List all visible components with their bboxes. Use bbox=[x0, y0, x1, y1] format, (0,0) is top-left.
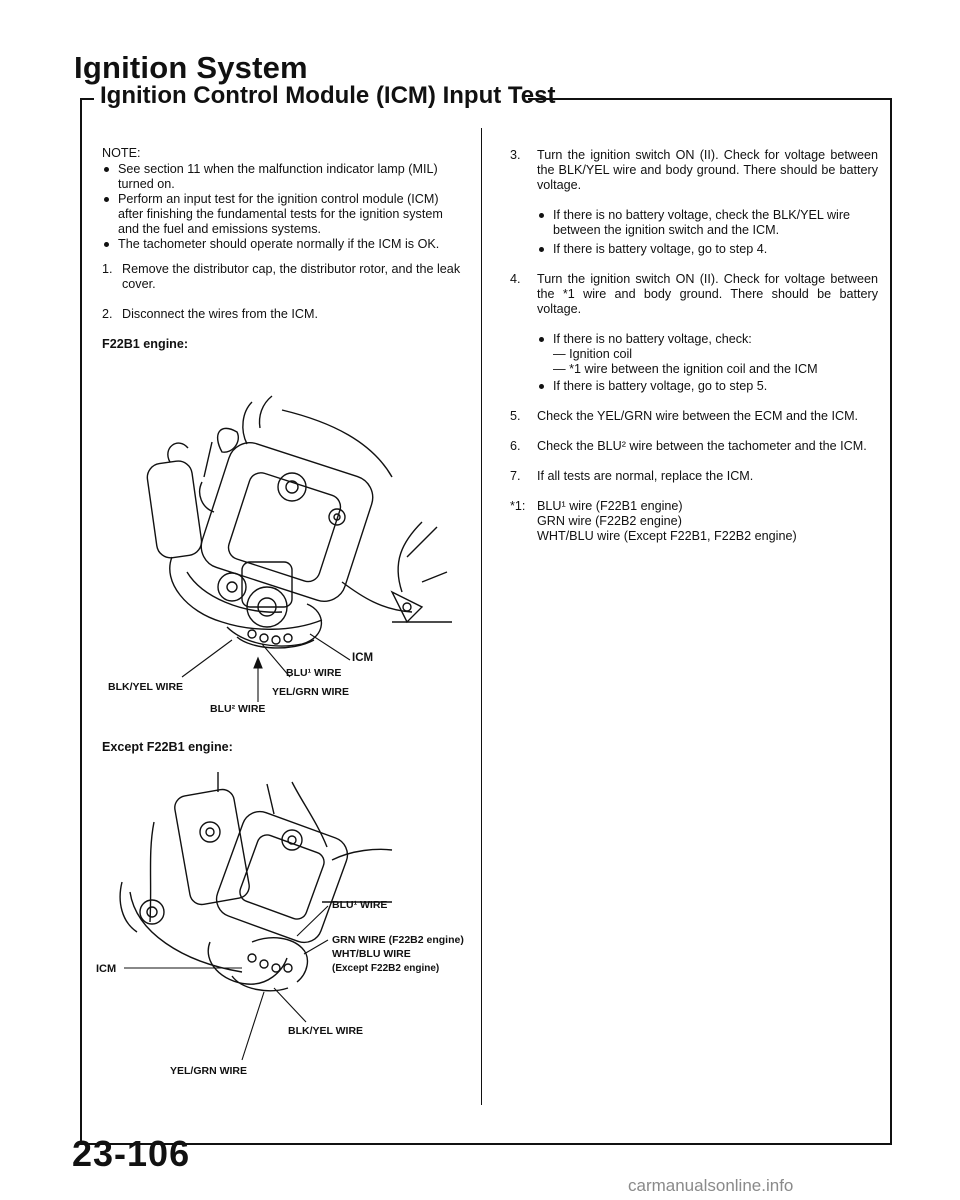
label-blu1-wire: BLU¹ WIRE bbox=[332, 899, 388, 911]
label-grn-wire: GRN WIRE (F22B2 engine) bbox=[332, 934, 464, 946]
label-blkyel-wire: BLK/YEL WIRE bbox=[288, 1025, 364, 1037]
step-3 bbox=[510, 148, 878, 193]
note-item: The tachometer should operate normally if the ICM is OK. bbox=[102, 237, 462, 252]
watermark: carmanualsonline.info bbox=[628, 1176, 794, 1195]
step-number: 3. bbox=[510, 148, 521, 162]
step-text: Disconnect the wires from the ICM. bbox=[122, 307, 318, 321]
step-7 bbox=[510, 469, 878, 484]
step-number: 4. bbox=[510, 272, 521, 286]
figure-2-caption: Except F22B1 engine: bbox=[102, 740, 233, 754]
dash-item: — *1 wire between the ignition coil and the ICM bbox=[553, 362, 818, 376]
step-6 bbox=[510, 439, 878, 454]
step-text: Check the BLU² wire between the tachometer and the ICM. bbox=[537, 439, 867, 453]
figure-f22b1-distributor bbox=[92, 382, 472, 720]
section-title: Ignition Control Module (ICM) Input Test bbox=[100, 82, 556, 109]
right-column bbox=[510, 148, 878, 559]
figure-except-f22b1-distributor bbox=[92, 762, 472, 1086]
step-1 bbox=[102, 262, 462, 292]
label-blu2-wire: BLU² WIRE bbox=[210, 703, 266, 715]
page-title: Ignition System bbox=[74, 50, 308, 85]
step-text: Turn the ignition switch ON (II). Check for voltage between the BLK/YEL wire and body ground. There should be battery voltage. bbox=[537, 148, 878, 192]
step-4-bullets bbox=[537, 332, 878, 394]
label-icm: ICM bbox=[352, 652, 374, 664]
footnote-body bbox=[537, 499, 878, 544]
footnote-mark: *1: bbox=[510, 499, 526, 513]
step-number: 7. bbox=[510, 469, 521, 483]
dash-item: — Ignition coil bbox=[553, 347, 633, 361]
step-text: If all tests are normal, replace the ICM. bbox=[537, 469, 754, 483]
distributor-drawing bbox=[146, 396, 452, 648]
step-4 bbox=[510, 272, 878, 317]
label-icm: ICM bbox=[96, 963, 117, 975]
step-5 bbox=[510, 409, 878, 424]
step-text: Remove the distributor cap, the distributor rotor, and the leak cover. bbox=[122, 262, 461, 291]
step-3-bullets bbox=[537, 208, 878, 257]
footnote bbox=[510, 499, 878, 544]
footnote-line: WHT/BLU wire (Except F22B1, F22B2 engine) bbox=[537, 529, 797, 543]
page-number: 23-106 bbox=[72, 1133, 191, 1174]
left-column bbox=[102, 146, 462, 352]
step-2 bbox=[102, 307, 462, 322]
note-item: Perform an input test for the ignition control module (ICM) after finishing the fundamental tests for the ignition system and the fuel and emissions systems. bbox=[102, 192, 462, 237]
footnote-line: GRN wire (F22B2 engine) bbox=[537, 514, 682, 528]
step-number: 5. bbox=[510, 409, 521, 423]
note-list bbox=[102, 162, 462, 252]
label-whtblu-wire: WHT/BLU WIRE bbox=[332, 948, 411, 960]
step-text: Turn the ignition switch ON (II). Check for voltage between the *1 wire and body ground. There should be battery voltage. bbox=[537, 272, 878, 316]
label-yelgrn-wire: YEL/GRN WIRE bbox=[272, 686, 350, 698]
bullet-item: If there is no battery voltage, check: bbox=[537, 332, 878, 347]
label-blu1-wire: BLU¹ WIRE bbox=[286, 667, 342, 679]
label-except-f22b2: (Except F22B2 engine) bbox=[332, 963, 440, 974]
step-text: Check the YEL/GRN wire between the ECM and the ICM. bbox=[537, 409, 859, 423]
footnote-line: BLU¹ wire (F22B1 engine) bbox=[537, 499, 683, 513]
bullet-item: If there is battery voltage, go to step 5. bbox=[537, 379, 878, 394]
label-yelgrn-wire: YEL/GRN WIRE bbox=[170, 1065, 248, 1077]
bullet-item: If there is no battery voltage, check the BLK/YEL wire between the ignition switch and the ICM. bbox=[537, 208, 878, 238]
note-label: NOTE: bbox=[102, 146, 141, 160]
note-item: See section 11 when the malfunction indicator lamp (MIL) turned on. bbox=[102, 162, 462, 192]
figure-1-caption: F22B1 engine: bbox=[102, 337, 189, 351]
step-number: 6. bbox=[510, 439, 521, 453]
column-divider bbox=[481, 128, 482, 1105]
step-number: 2. bbox=[102, 307, 113, 321]
label-blkyel-wire: BLK/YEL WIRE bbox=[108, 681, 184, 693]
bullet-item: If there is battery voltage, go to step 4. bbox=[537, 242, 878, 257]
step-number: 1. bbox=[102, 262, 113, 276]
